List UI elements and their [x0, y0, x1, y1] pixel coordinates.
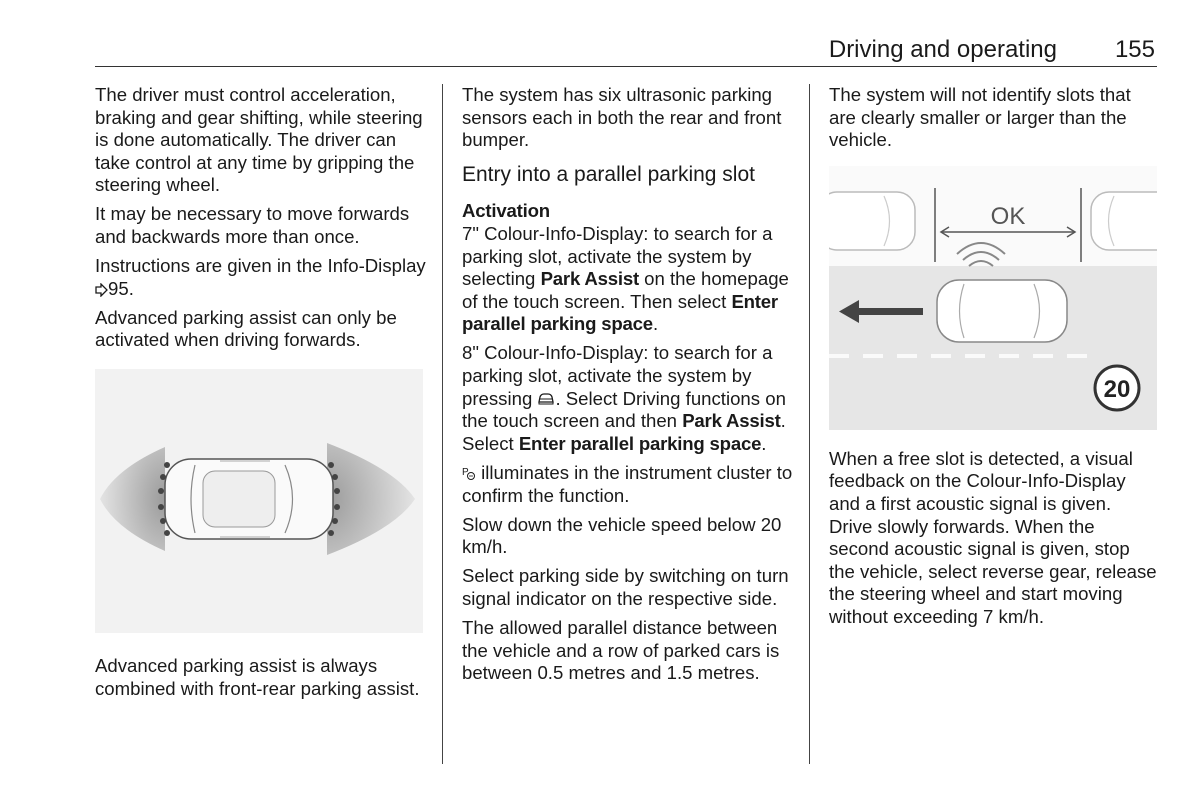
- menu-term: Park Assist: [682, 410, 781, 432]
- paragraph-text: . Select: [462, 410, 786, 454]
- column-divider-2: [809, 84, 810, 764]
- paragraph-text: illuminates in the instrument cluster to confirm the function.: [462, 461, 793, 506]
- parked-car-left-icon: [829, 192, 915, 250]
- car-top-view-icon: [165, 459, 333, 539]
- paragraph-text: . Select Driving functions on the touch screen and then: [462, 387, 786, 432]
- parking-slot-figure: [829, 166, 1157, 430]
- paragraph: It may be necessary to move forwards and backwards more than once.: [95, 203, 410, 248]
- paragraph-text: 7" Colour-Info-Display: to search for a parking slot, activate the system by selecting: [462, 222, 773, 290]
- subheading-text: Activation: [462, 200, 550, 222]
- slot-ok-label: OK: [990, 202, 1026, 230]
- column-middle: [462, 84, 798, 691]
- paragraph-text: on the homepage of the touch screen. Then select: [462, 268, 789, 312]
- paragraph: The system has six ultrasonic parking sensors each in both the rear and front bumper.: [462, 84, 782, 151]
- parked-car-right-icon: [1091, 192, 1157, 250]
- paragraph: [462, 462, 798, 507]
- paragraph: [462, 342, 798, 455]
- menu-term: Enter parallel parking space: [462, 290, 778, 335]
- column-right: [829, 84, 1159, 635]
- paragraph: [462, 223, 798, 336]
- paragraph: The driver must control acceleration, braking and gear shifting, while steering is done automatically. The driver can take control at any time by gripping the steering wheel.: [95, 84, 423, 196]
- cross-reference-arrow-icon: [95, 283, 108, 297]
- moving-car-icon: [937, 280, 1067, 342]
- paragraph: Slow down the vehicle speed below 20 km/h.: [462, 513, 782, 558]
- punctuation: .: [652, 313, 659, 335]
- car-button-icon: [537, 391, 555, 407]
- rear-sensor-zone: [100, 447, 165, 551]
- menu-term: Park Assist: [540, 268, 639, 290]
- page-reference[interactable]: 95: [108, 277, 129, 299]
- section-heading: Entry into a parallel parking slot: [462, 162, 755, 186]
- paragraph: Select parking side by switching on turn signal indicator on the respective side.: [462, 565, 789, 609]
- paragraph: When a free slot is detected, a visual feedback on the Colour-Info-Display and a first acoustic signal is given. Drive slowly forwards. When the second acoustic signal is given, stop the vehicle, select reverse gear, release the steering wheel and start moving without exceeding 7 km/h.: [829, 447, 1157, 627]
- speed-limit-value: 20: [1103, 375, 1131, 403]
- svg-text:P: P: [462, 466, 469, 478]
- page-number: 155: [1114, 36, 1155, 63]
- column-divider-1: [442, 84, 443, 764]
- park-assist-indicator-icon: [462, 465, 476, 481]
- paragraph: Advanced parking assist can only be activated when driving forwards.: [95, 306, 397, 351]
- parking-sensor-figure: [95, 369, 423, 633]
- page-header: [95, 36, 1157, 67]
- paragraph: [95, 255, 431, 300]
- paragraph: The allowed parallel distance between the vehicle and a row of parked cars is between 0.5 metres and 1.5 metres.: [462, 616, 780, 684]
- subheading: [462, 200, 798, 223]
- column-left: [95, 84, 431, 707]
- paragraph: The system will not identify slots that are clearly smaller or larger than the vehicle.: [829, 84, 1131, 151]
- paragraph-text: 8" Colour-Info-Display: to search for a parking slot, activate the system by pressing: [462, 342, 773, 409]
- front-sensor-zone: [327, 443, 415, 555]
- punctuation: .: [761, 432, 767, 454]
- section-title: Driving and operating: [828, 36, 1057, 63]
- punctuation: .: [128, 277, 134, 299]
- menu-term: Enter parallel parking space: [518, 432, 762, 454]
- paragraph-text: Instructions are given in the Info-Display: [95, 255, 426, 277]
- paragraph: Advanced parking assist is always combined with front-rear parking assist.: [95, 655, 420, 699]
